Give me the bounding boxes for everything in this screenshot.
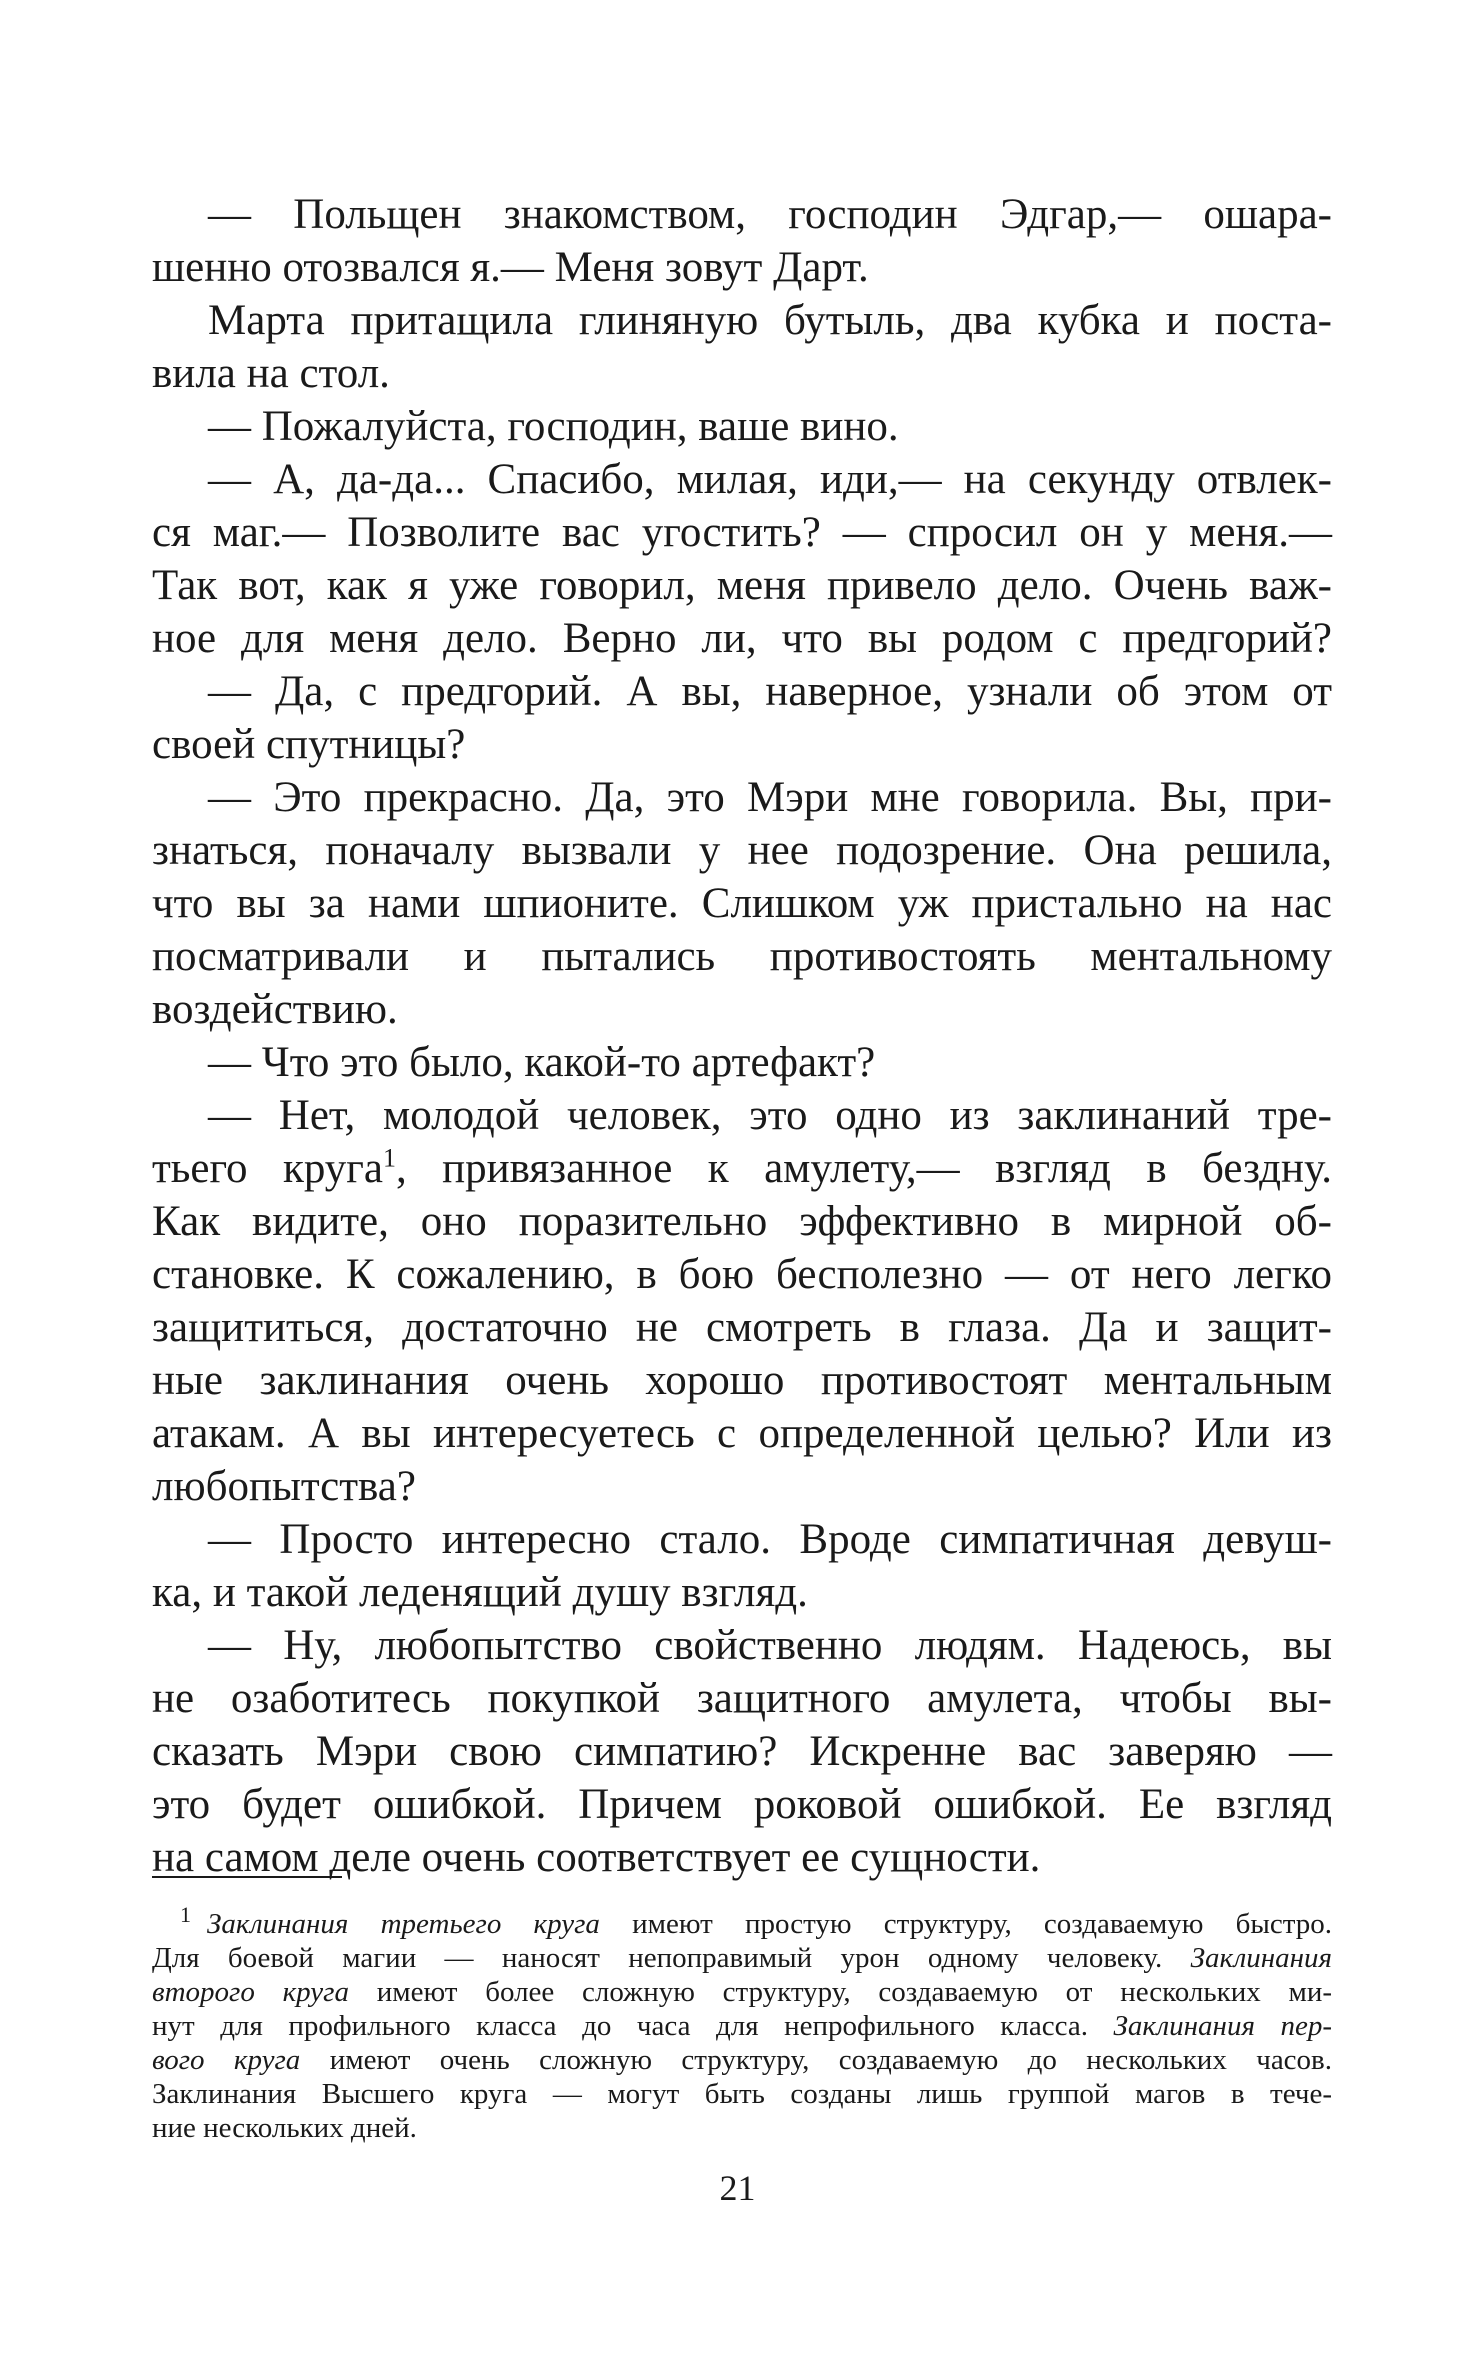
text-line: знаться, поначалу вызвали у нее подозрение. Она решила, [152, 827, 1332, 874]
footnote-line: Заклинания Высшего круга — могут быть созданы лишь группой магов в тече- [152, 2078, 1332, 2110]
text-line: что вы за нами шпионите. Слишком уж пристально на нас [152, 880, 1332, 927]
text-line: — Да, с предгорий. А вы, наверное, узнали об этом от [208, 668, 1332, 715]
text-line: — Пожалуйста, господин, ваше вино. [208, 403, 899, 450]
text-line: ся маг.— Позволите вас угостить? — спросил он у меня.— [152, 509, 1332, 556]
text-line: ное для меня дело. Верно ли, что вы родом с предгорий? [152, 615, 1332, 662]
footnote-term: Заклинания пер- [1113, 2010, 1333, 2042]
footnote-text: имеют простую структуру, создаваемую быстро. [599, 1908, 1333, 1940]
footnote [152, 1902, 1333, 2145]
text-line: Как видите, оно поразительно эффективно в мирной об- [152, 1198, 1332, 1245]
main-text [152, 188, 1332, 1884]
text-fragment: , привязанное к амулету,— взгляд в бездну. [396, 1145, 1332, 1192]
text-fragment: тьего круга [152, 1145, 383, 1192]
text-line: на самом деле очень соответствует ее сущности. [152, 1834, 1041, 1881]
footnote-line [152, 2043, 1332, 2077]
footnote-marker: 1 [180, 1902, 191, 1928]
text-line: Так вот, как я уже говорил, меня привело дело. Очень важ- [152, 562, 1332, 609]
text-line: — Нет, молодой человек, это одно из заклинаний тре- [208, 1092, 1332, 1139]
text-line: — Что это было, какой-то артефакт? [208, 1039, 876, 1086]
footnote-text: имеют более сложную структуру, создаваемую от нескольких ми- [348, 1976, 1333, 2008]
text-line-with-footnote-ref [152, 1142, 1332, 1195]
footnote-term: Заклинания [1190, 1942, 1332, 1974]
text-line: — Польщен знакомством, господин Эдгар,— ошара- [208, 191, 1332, 238]
footnote-term: второго круга [152, 1976, 349, 2008]
text-line: вила на стол. [152, 350, 390, 397]
text-line: любопытства? [152, 1463, 416, 1510]
text-line: шенно отозвался я.— Меня зовут Дарт. [152, 244, 869, 291]
text-line: ные заклинания очень хорошо противостоят ментальным [152, 1357, 1332, 1404]
text-line: Марта притащила глиняную бутыль, два кубка и поста- [208, 297, 1332, 344]
page-number: 21 [719, 2168, 756, 2208]
text-line: — Ну, любопытство свойственно людям. Надеюсь, вы [208, 1622, 1332, 1669]
text-line: становке. К сожалению, в бою бесполезно — от него легко [152, 1251, 1332, 1298]
text-line: — Просто интересно стало. Вроде симпатичная девуш- [208, 1516, 1332, 1563]
footnote-term: вого круга [152, 2044, 301, 2076]
footnote-line [152, 1902, 1333, 1941]
footnote-reference[interactable]: 1 [383, 1143, 396, 1173]
footnote-text: имеют очень сложную структуру, создаваемую до нескольких часов. [300, 2044, 1333, 2076]
footnote-term: Заклинания третьего круга [207, 1908, 600, 1940]
text-line: — Это прекрасно. Да, это Мэри мне говорила. Вы, при- [208, 774, 1332, 821]
text-line: — А, да-да... Спасибо, милая, иди,— на секунду отвлек- [208, 456, 1332, 503]
text-line: защититься, достаточно не смотреть в глаза. Да и защит- [152, 1304, 1332, 1351]
footnote-text: нут для профильного класса до часа для непрофильного класса. [152, 2010, 1114, 2042]
footnote-divider [152, 1876, 342, 1878]
text-line: атакам. А вы интересуетесь с определенной целью? Или из [152, 1410, 1332, 1457]
footnote-line: ние нескольких дней. [152, 2112, 417, 2144]
text-line: сказать Мэри свою симпатию? Искренне вас заверяю — [152, 1728, 1332, 1775]
text-line: ка, и такой леденящий душу взгляд. [152, 1569, 808, 1616]
text-line: своей спутницы? [152, 721, 466, 768]
footnote-line [152, 2009, 1332, 2043]
footnote-line [152, 1975, 1332, 2009]
text-line: не озаботитесь покупкой защитного амулета, чтобы вы- [152, 1675, 1332, 1722]
text-line: это будет ошибкой. Причем роковой ошибкой. Ее взгляд [152, 1781, 1332, 1828]
footnote-line [152, 1941, 1332, 1975]
text-line: посматривали и пытались противостоять ментальному [152, 933, 1332, 980]
text-line: воздействию. [152, 986, 398, 1033]
footnote-text: Для боевой магии — наносят непоправимый урон одному человеку. [152, 1942, 1191, 1974]
